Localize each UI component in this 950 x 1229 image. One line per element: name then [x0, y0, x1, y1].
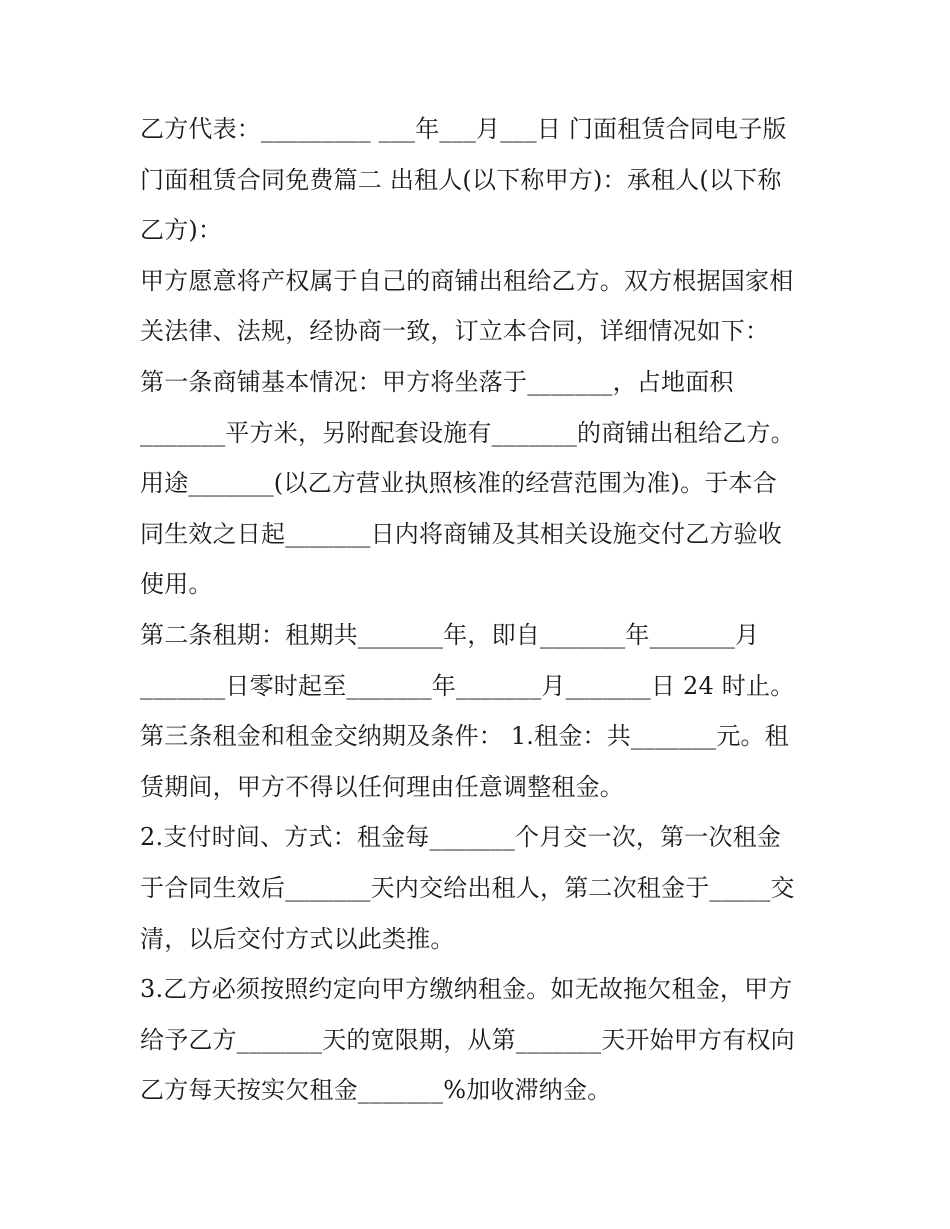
- text-line: _______平方米，另附配套设施有_______的商铺出租给乙方。: [140, 418, 795, 447]
- text-line: 于合同生效后_______天内交给出租人，第二次租金于_____交: [140, 873, 795, 902]
- text-line: 甲方愿意将产权属于自己的商铺出租给乙方。双方根据国家相: [140, 266, 794, 295]
- text-line: 关法律、法规，经协商一致，订立本合同，详细情况如下：: [140, 317, 770, 346]
- text-line: 3.乙方必须按照约定向甲方缴纳租金。如无故拖欠租金，甲方: [140, 975, 793, 1004]
- text-line: 2.支付时间、方式：租金每_______个月交一次，第一次租金: [140, 823, 782, 852]
- text-line: 清，以后交付方式以此类推。: [140, 924, 455, 953]
- text-line: 乙方)：: [140, 216, 223, 245]
- text-line: 赁期间，甲方不得以任何理由任意调整租金。: [140, 772, 624, 801]
- text-line: 乙方代表：_________ ___年___月___日 门面租赁合同电子版: [140, 115, 787, 143]
- text-line: 第一条商铺基本情况：甲方将坐落于_______，占地面积: [140, 367, 734, 396]
- text-line: 给予乙方_______天的宽限期，从第_______天开始甲方有权向: [140, 1025, 795, 1054]
- text-line: 用途_______(以乙方营业执照核准的经营范围为准)。于本合: [140, 469, 777, 498]
- text-line: 第二条租期：租期共_______年，即自_______年_______月: [140, 620, 760, 649]
- text-line: _______日零时起至_______年_______月_______日 24 时止。: [140, 671, 795, 700]
- text-line: 乙方每天按实欠租金_______%加收滞纳金。: [140, 1076, 612, 1105]
- text-line: 使用。: [140, 570, 213, 599]
- text-line: 第三条租金和租金交纳期及条件： 1.租金：共_______元。租: [140, 722, 789, 751]
- text-line: 同生效之日起_______日内将商铺及其相关设施交付乙方验收: [140, 519, 782, 548]
- contract-body: [140, 104, 820, 1116]
- text-line: 门面租赁合同免费篇二 出租人(以下称甲方)：承租人(以下称: [140, 165, 782, 194]
